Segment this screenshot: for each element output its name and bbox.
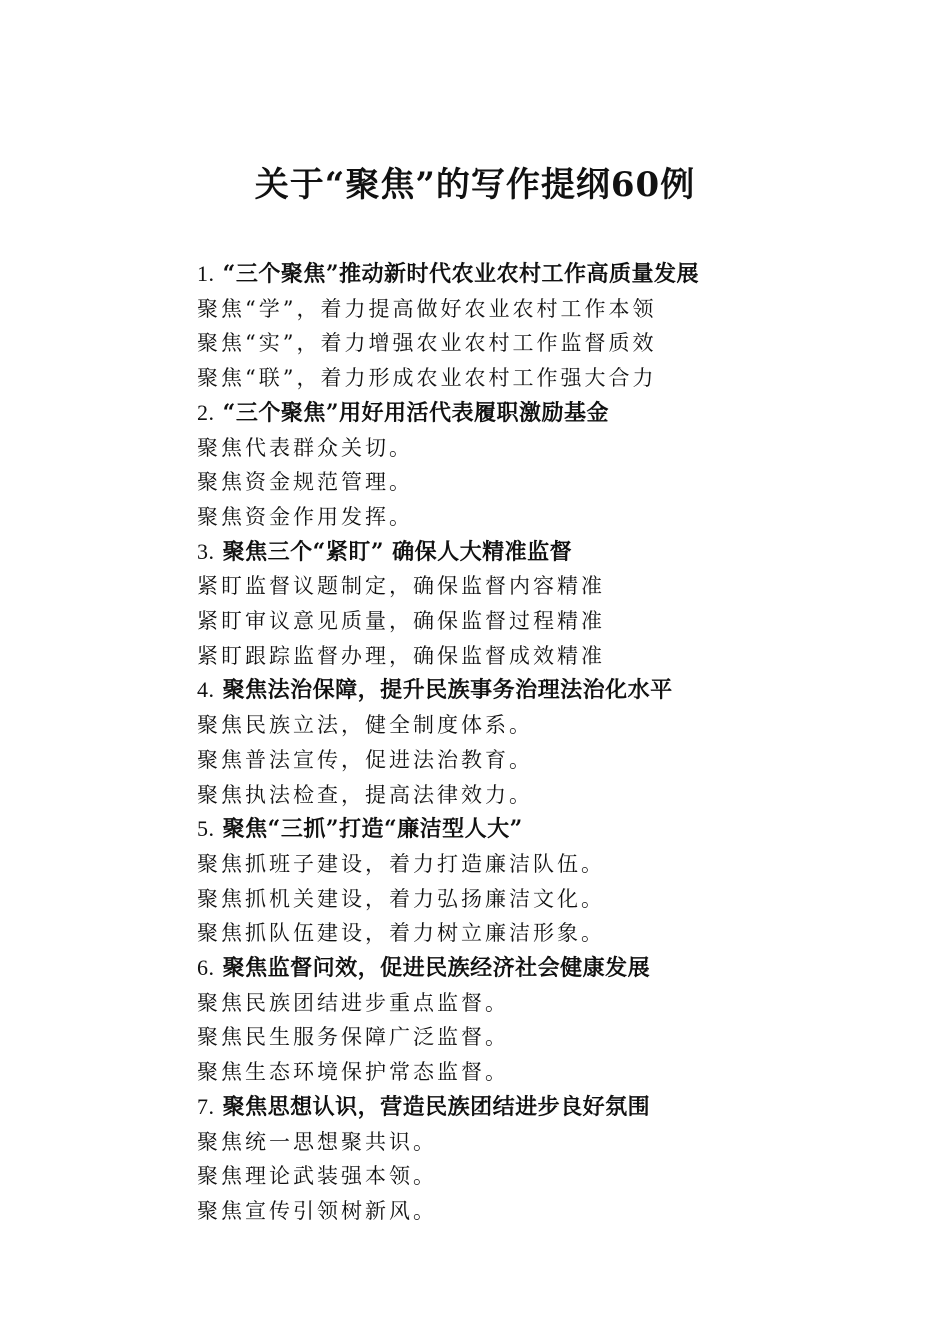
outline-point: 紧盯监督议题制定，确保监督内容精准: [197, 574, 605, 599]
section-heading-text: “三个聚焦”推动新时代农业农村工作高质量发展: [222, 261, 699, 287]
section-heading: [197, 257, 917, 292]
outline-point: 紧盯审议意见质量，确保监督过程精准: [197, 609, 605, 634]
section-number: 5.: [197, 816, 215, 842]
outline-section: [197, 535, 917, 674]
outline-list: [197, 257, 917, 1229]
section-heading: [197, 396, 917, 431]
section-number: 2.: [197, 399, 215, 425]
outline-point: 聚焦“学”，着力提高做好农业农村工作本领: [197, 296, 657, 321]
outline-section: [197, 257, 917, 396]
outline-point: 聚焦“实”，着力增强农业农村工作监督质效: [197, 331, 657, 356]
outline-point: 聚焦抓队伍建设，着力树立廉洁形象。: [197, 921, 605, 946]
document-title: 关于“聚焦”的写作提纲60例: [254, 165, 696, 205]
outline-point: 聚焦民生服务保障广泛监督。: [197, 1025, 509, 1050]
outline-section: [197, 673, 917, 812]
section-heading: [197, 673, 917, 708]
section-heading-text: 聚焦思想认识，营造民族团结进步良好氛围: [222, 1093, 651, 1120]
section-heading: [197, 951, 917, 986]
section-heading-text: 聚焦三个“紧盯” 确保人大精准监督: [222, 538, 573, 565]
section-heading: [197, 812, 917, 847]
outline-point: 聚焦民族立法，健全制度体系。: [197, 713, 533, 738]
outline-point: 聚焦抓班子建设，着力打造廉洁队伍。: [197, 851, 605, 876]
section-number: 7.: [197, 1093, 215, 1119]
outline-point: 紧盯跟踪监督办理，确保监督成效精准: [197, 643, 605, 668]
outline-point: 聚焦统一思想聚共识。: [197, 1129, 437, 1154]
section-heading: [197, 535, 917, 570]
outline-section: [197, 951, 917, 1090]
section-number: 1.: [197, 261, 215, 286]
outline-point: 聚焦民族团结进步重点监督。: [197, 990, 509, 1015]
section-number: 6.: [197, 955, 215, 981]
outline-point: 聚焦生态环境保护常态监督。: [197, 1060, 509, 1085]
outline-point: 聚焦代表群众关切。: [197, 435, 413, 460]
outline-point: 聚焦普法宣传，促进法治教育。: [197, 747, 533, 772]
section-heading-text: “三个聚焦”用好用活代表履职激励基金: [222, 399, 609, 426]
outline-point: 聚焦执法检查，提高法律效力。: [197, 782, 533, 807]
outline-point: 聚焦抓机关建设，着力弘扬廉洁文化。: [197, 886, 605, 911]
outline-point: 聚焦宣传引领树新风。: [197, 1198, 437, 1223]
outline-point: 聚焦理论武装强本领。: [197, 1164, 437, 1189]
section-heading: [197, 1090, 917, 1125]
section-heading-text: 聚焦法治保障，提升民族事务治理法治化水平: [222, 677, 673, 704]
outline-section: [197, 1090, 917, 1229]
outline-point: 聚焦“联”，着力形成农业农村工作强大合力: [197, 366, 657, 391]
section-number: 3.: [197, 538, 215, 564]
section-number: 4.: [197, 677, 215, 703]
section-heading-text: 聚焦监督问效，促进民族经济社会健康发展: [222, 955, 651, 982]
outline-section: [197, 812, 917, 951]
outline-section: [197, 396, 917, 535]
outline-point: 聚焦资金作用发挥。: [197, 504, 413, 529]
outline-point: 聚焦资金规范管理。: [197, 470, 413, 495]
section-heading-text: 聚焦“三抓”打造“廉洁型人大”: [222, 816, 523, 843]
